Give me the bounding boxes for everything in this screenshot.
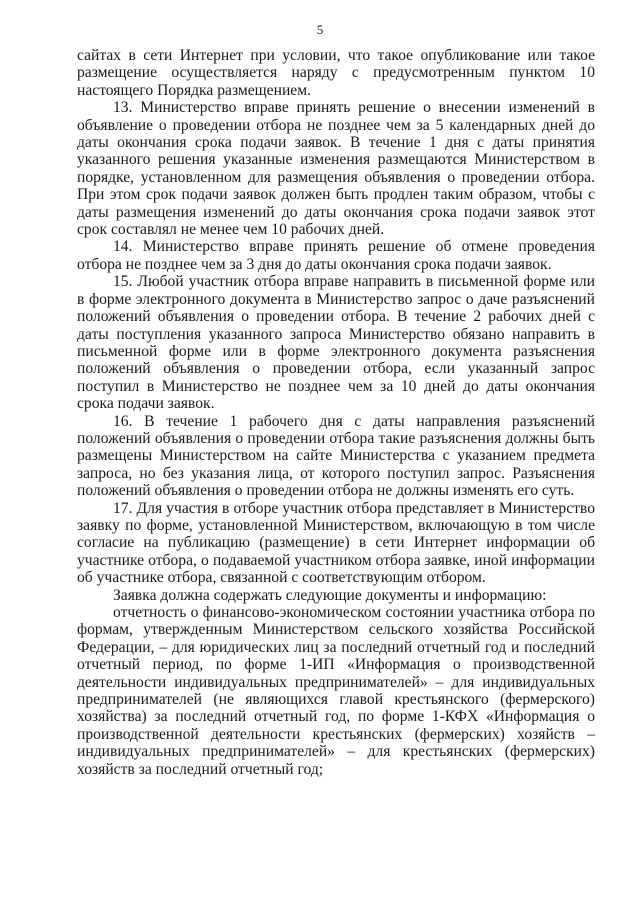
paragraph-16: 16. В течение 1 рабочего дня с даты направления разъяснений положений объявления о проведении отбора такие разъяснения должны быть размещены Министерством на сайте Министерства с указанием предмета запроса, но без указания лица, от которого поступил запрос. Разъяснения положений объявления о проведении отбора не должны изменять его суть.	[77, 412, 595, 500]
paragraph-application-contents: Заявка должна содержать следующие документы и информацию:	[113, 586, 547, 604]
paragraph-15: 15. Любой участник отбора вправе направить в письменной форме или в форме электронного документа в Министерство запрос о даче разъяснений положений объявления о проведении отбора. В течение 2 рабочих дней с даты поступления указанного запроса Министерство обязано направить в письменной форме или в форме электронного документа разъяснения положений объявления о проведении отбора, если указанный запрос поступил в Министерство не позднее чем за 10 дней до даты окончания срока подачи заявок.	[77, 273, 595, 413]
paragraph-13: 13. Министерство вправе принять решение о внесении изменений в объявление о проведении отбора не позднее чем за 5 календарных дней до даты окончания срока подачи заявок. В течение 1 дня с даты принятия указанного решения указанные изменения размещаются Министерством в порядке, установленном для размещения объявления о проведении отбора. При этом срок подачи заявок должен быть продлен таким образом, чтобы с даты размещения изменений до даты окончания срока подачи заявок этот срок составлял не менее чем 10 рабочих дней.	[77, 99, 595, 239]
paragraph-17: 17. Для участия в отборе участник отбора представляет в Министерство заявку по форме, установленной Министерством, включающую в том числе согласие на публикацию (размещение) в сети Интернет информации об участнике отбора, о подаваемой участником отбора заявке, иной информации об участнике отбора, связанной с соответствующим отбором.	[77, 499, 595, 587]
document-body	[77, 47, 595, 778]
paragraph-continuation: сайтах в сети Интернет при условии, что такое опубликование или такое размещение осуществляется наряду с предусмотренным пунктом 10 настоящего Порядка размещением.	[77, 47, 595, 99]
page-number: 5	[316, 22, 324, 37]
paragraph-financial-reporting: отчетность о финансово-экономическом состоянии участника отбора по формам, утвержденным Министерством сельского хозяйства Российской Федерации, – для юридических лиц за последний отчетный год и последний отчетный период, по форме 1-ИП «Информация о производственной деятельности индивидуальных предпринимателей» – для индивидуальных предпринимателей (не являющихся главой крестьянского (фермерского) хозяйства) за последний отчетный год, по форме 1-КФХ «Информация о производственной деятельности крестьянских (фермерских) хозяйств – индивидуальных предпринимателей» – для крестьянских (фермерских) хозяйств за последний отчетный год;	[77, 604, 595, 778]
paragraph-14: 14. Министерство вправе принять решение об отмене проведения отбора не позднее чем за 3 дня до даты окончания срока подачи заявок.	[77, 238, 595, 273]
